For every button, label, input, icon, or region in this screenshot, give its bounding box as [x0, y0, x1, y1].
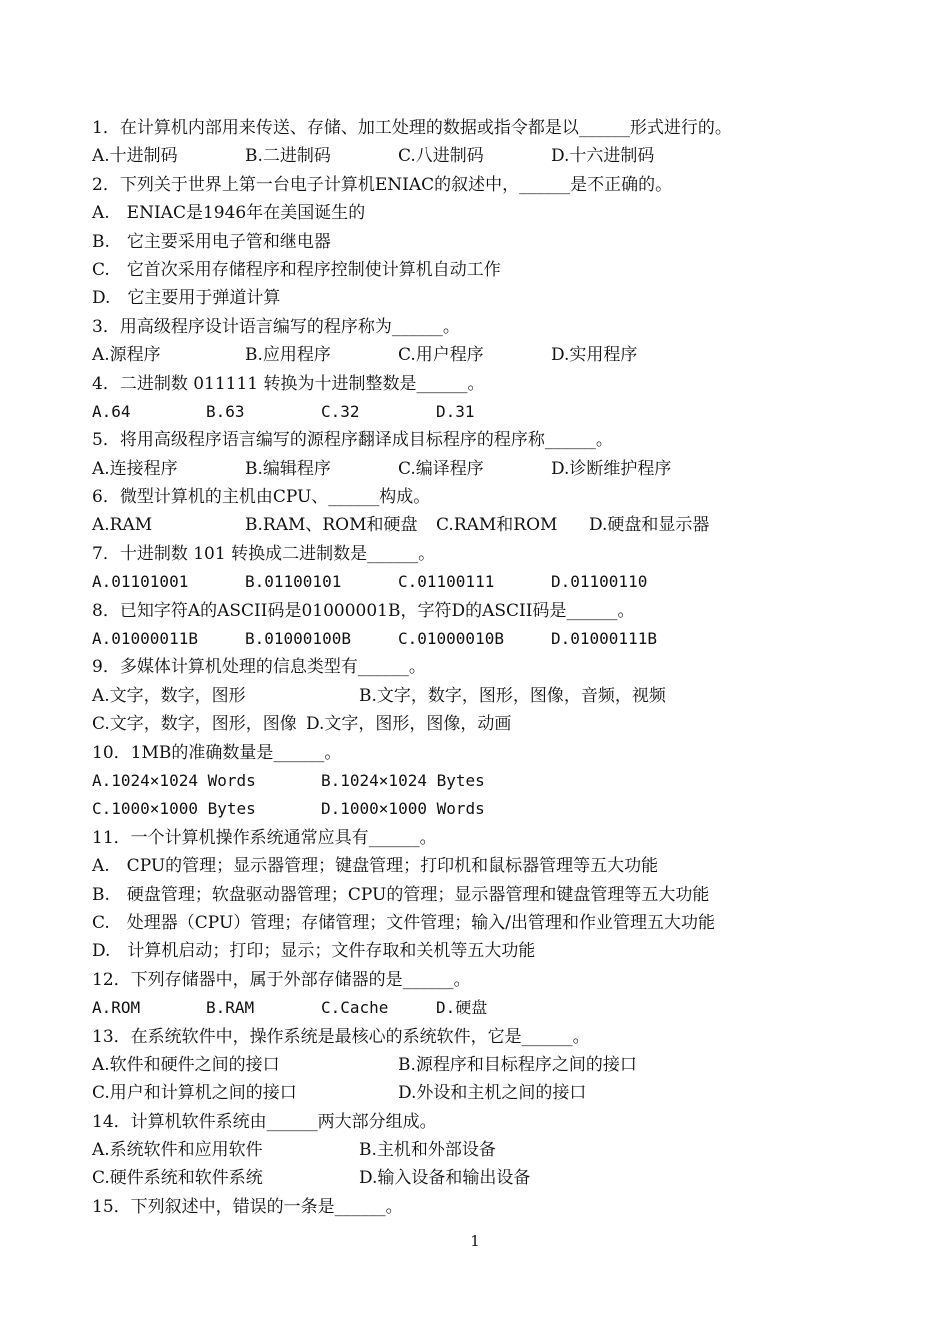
- question-stem: 3．用高级程序设计语言编写的程序称为______。: [92, 316, 460, 337]
- answer-option: C.01100111: [398, 572, 495, 592]
- answer-option: D.01000111B: [551, 629, 657, 649]
- answer-option: B.文字，数字，图形，图像，音频，视频: [359, 685, 666, 706]
- answer-option: A.源程序: [92, 345, 161, 366]
- answer-option: B.应用程序: [245, 345, 331, 366]
- answer-options-row: [92, 511, 872, 539]
- answer-option: C.用户和计算机之间的接口: [92, 1083, 297, 1104]
- question-stem: 7．十进制数 101 转换成二进制数是______。: [92, 543, 436, 564]
- answer-options-row: [92, 682, 872, 710]
- answer-option: D. 它主要用于弹道计算: [92, 288, 281, 309]
- answer-option: D.31: [436, 401, 475, 421]
- question-stem: 13．在系统软件中，操作系统是最核心的系统软件，它是______。: [92, 1026, 590, 1047]
- answer-options-row: [92, 455, 872, 483]
- answer-options-row: [92, 852, 872, 880]
- answer-option: D.输入设备和输出设备: [359, 1168, 531, 1189]
- answer-option: C. 处理器（CPU）管理；存储管理；文件管理；输入/出管理和作业管理五大功能: [92, 912, 716, 933]
- answer-option: B.01100101: [245, 572, 342, 592]
- answer-option: C.1000×1000 Bytes: [92, 799, 256, 819]
- answer-options-row: [92, 1136, 872, 1164]
- answer-option: B. 它主要采用电子管和继电器: [92, 231, 331, 252]
- answer-options-row: [92, 398, 872, 426]
- answer-option: A.ROM: [92, 998, 141, 1018]
- answer-option: B.63: [206, 401, 245, 421]
- answer-options-row: [92, 256, 872, 284]
- answer-option: C.Cache: [321, 998, 389, 1018]
- answer-options-row: [92, 228, 872, 256]
- answer-option: C.01000010B: [398, 629, 504, 649]
- answer-options-row: [92, 142, 872, 170]
- page-number: 1: [470, 1232, 480, 1250]
- answer-option: B.源程序和目标程序之间的接口: [398, 1054, 637, 1075]
- answer-option: A.文字，数字，图形: [92, 685, 246, 706]
- answer-options-row: [92, 1051, 872, 1079]
- question-stem: 10．1MB的准确数量是______。: [92, 742, 342, 763]
- answer-option: B.01000100B: [245, 629, 351, 649]
- answer-option: C.硬件系统和软件系统: [92, 1168, 263, 1189]
- answer-options-row: [92, 767, 872, 795]
- answer-option: B.主机和外部设备: [359, 1140, 496, 1161]
- question-stem: 5．将用高级程序语言编写的源程序翻译成目标程序的程序称______。: [92, 430, 613, 451]
- answer-option: D.文字，图形，图像，动画: [306, 714, 512, 735]
- answer-option: A.十进制码: [92, 146, 178, 167]
- answer-option: D.01100110: [551, 572, 648, 592]
- question-list: [92, 114, 872, 1221]
- answer-option: A.软件和硬件之间的接口: [92, 1054, 280, 1075]
- answer-options-row: [92, 1079, 872, 1107]
- answer-option: B.RAM: [206, 998, 255, 1018]
- answer-options-row: [92, 795, 872, 823]
- question-stem: 6．微型计算机的主机由CPU、______构成。: [92, 487, 431, 508]
- answer-option: B.二进制码: [245, 146, 331, 167]
- answer-option: B.RAM、ROM和硬盘: [245, 515, 418, 536]
- answer-option: A.01101001: [92, 572, 189, 592]
- question-stem: 4．二进制数 011111 转换为十进制整数是______。: [92, 373, 485, 394]
- answer-option: A. CPU的管理；显示器管理；键盘管理；打印机和鼠标器管理等五大功能: [92, 856, 659, 877]
- answer-option: C. 它首次采用存储程序和程序控制使计算机自动工作: [92, 259, 501, 280]
- answer-option: C.RAM和ROM: [436, 515, 558, 536]
- answer-option: D.1000×1000 Words: [321, 799, 485, 819]
- answer-option: A. ENIAC是1946年在美国诞生的: [92, 203, 366, 224]
- answer-option: D.实用程序: [551, 345, 638, 366]
- question-stem: 2．下列关于世界上第一台电子计算机ENIAC的叙述中，______是不正确的。: [92, 174, 673, 195]
- answer-option: D.诊断维护程序: [551, 458, 672, 479]
- answer-options-row: [92, 881, 872, 909]
- answer-option: D.硬盘和显示器: [589, 515, 710, 536]
- answer-options-row: [92, 284, 872, 312]
- answer-options-row: [92, 994, 872, 1022]
- answer-option: D.硬盘: [436, 998, 488, 1018]
- answer-options-row: [92, 568, 872, 596]
- question-stem: 1．在计算机内部用来传送、存储、加工处理的数据或指令都是以______形式进行的。: [92, 118, 732, 138]
- question-stem: 14．计算机软件系统由______两大部分组成。: [92, 1111, 437, 1132]
- question-stem: 9．多媒体计算机处理的信息类型有______。: [92, 657, 426, 678]
- answer-option: B. 硬盘管理；软盘驱动器管理；CPU的管理；显示器管理和键盘管理等五大功能: [92, 884, 710, 905]
- answer-option: C.用户程序: [398, 345, 484, 366]
- answer-option: C.文字，数字，图形，图像: [92, 714, 297, 735]
- answer-option: A.1024×1024 Words: [92, 770, 256, 790]
- answer-option: C.八进制码: [398, 146, 484, 167]
- answer-option: A.连接程序: [92, 458, 178, 479]
- answer-options-row: [92, 1164, 872, 1192]
- answer-option: D.外设和主机之间的接口: [398, 1083, 587, 1104]
- answer-option: C.编译程序: [398, 458, 484, 479]
- question-stem: 12．下列存储器中，属于外部存储器的是______。: [92, 969, 471, 990]
- answer-options-row: [92, 341, 872, 369]
- answer-option: B.编辑程序: [245, 458, 331, 479]
- answer-option: D. 计算机启动；打印；显示；文件存取和关机等五大功能: [92, 941, 536, 962]
- answer-options-row: [92, 625, 872, 653]
- answer-option: A.64: [92, 401, 131, 421]
- answer-option: A.01000011B: [92, 629, 198, 649]
- answer-option: C.32: [321, 401, 360, 421]
- answer-options-row: [92, 937, 872, 965]
- question-stem: 8．已知字符A的ASCII码是01000001B，字符D的ASCII码是______。: [92, 600, 635, 621]
- answer-options-row: [92, 710, 872, 738]
- question-stem: 15．下列叙述中，错误的一条是______。: [92, 1196, 403, 1217]
- answer-option: A.RAM: [92, 515, 153, 536]
- answer-option: A.系统软件和应用软件: [92, 1140, 263, 1161]
- answer-options-row: [92, 909, 872, 937]
- answer-option: B.1024×1024 Bytes: [321, 770, 485, 790]
- answer-option: D.十六进制码: [551, 146, 655, 167]
- answer-options-row: [92, 199, 872, 227]
- question-stem: 11．一个计算机操作系统通常应具有______。: [92, 827, 437, 848]
